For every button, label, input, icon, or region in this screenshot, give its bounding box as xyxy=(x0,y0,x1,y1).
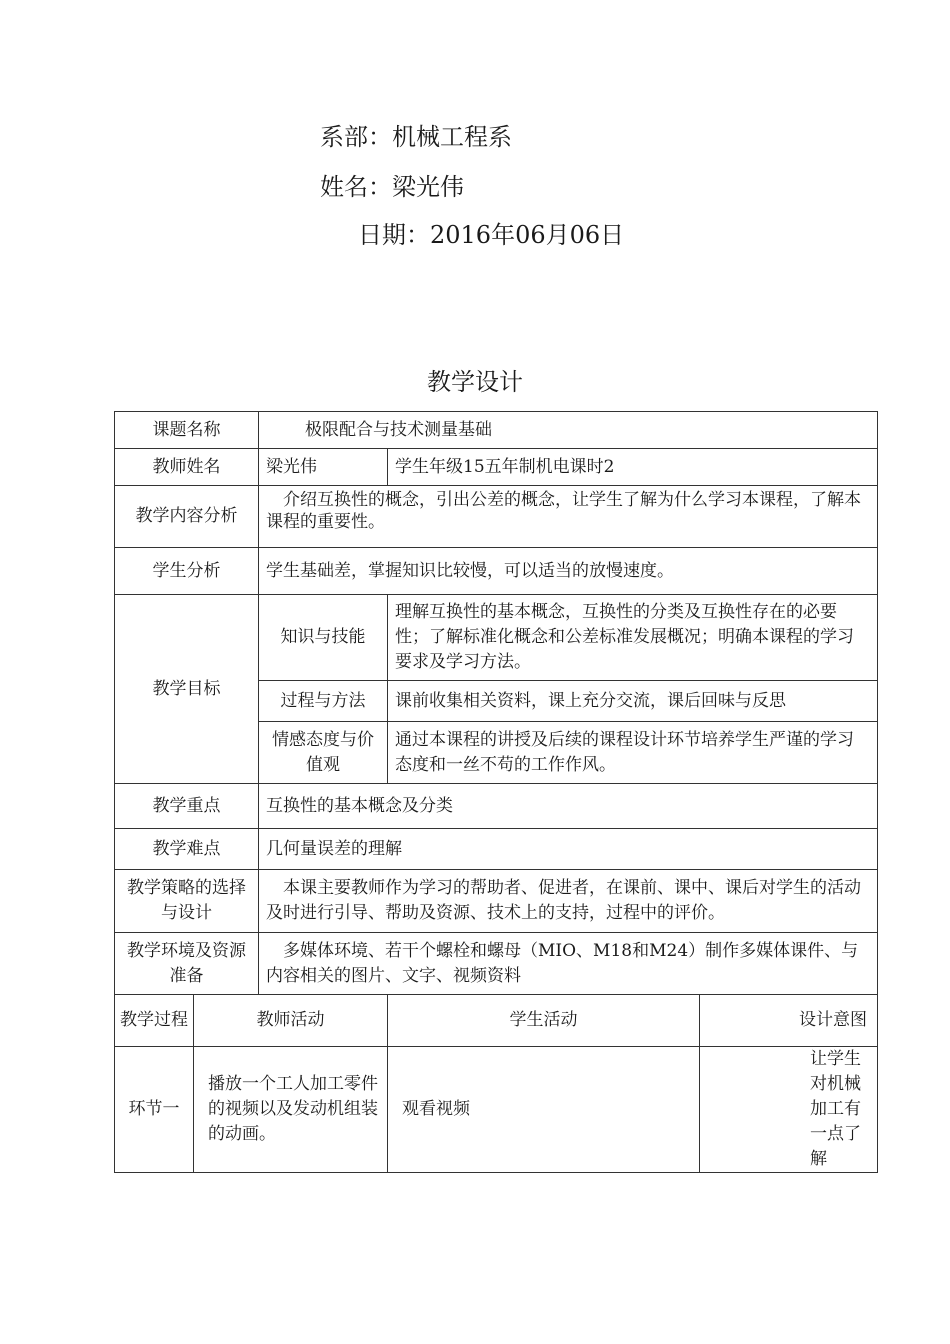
topic-value: 极限配合与技术测量基础 xyxy=(259,412,878,449)
process-header-row xyxy=(115,995,878,1047)
student-analysis-label: 学生分析 xyxy=(115,548,259,595)
objectives-label: 教学目标 xyxy=(115,595,259,784)
document-title: 教学设计 xyxy=(427,368,523,396)
process-header-intent: 设计意图 xyxy=(700,995,878,1047)
key-point-label: 教学重点 xyxy=(115,784,259,829)
process-header-student: 学生活动 xyxy=(388,995,700,1047)
process-row xyxy=(115,1047,878,1173)
process-student-activity: 观看视频 xyxy=(388,1047,700,1173)
difficulty-value: 几何量误差的理解 xyxy=(259,829,878,870)
process-header-teacher: 教师活动 xyxy=(194,995,388,1047)
teacher-row xyxy=(115,449,878,486)
grade-info: 学生年级15五年制机电课时2 xyxy=(388,449,878,486)
objective-row-knowledge xyxy=(115,595,878,681)
process-header-step: 教学过程 xyxy=(115,995,194,1047)
objective-value-knowledge: 理解互换性的基本概念，互换性的分类及互换性存在的必要性；了解标准化概念和公差标准发展概况；明确本课程的学习要求及学习方法。 xyxy=(388,595,878,681)
strategy-value: 本课主要教师作为学习的帮助者、促进者，在课前、课中、课后对学生的活动及时进行引导、帮助及资源、技术上的支持，过程中的评价。 xyxy=(259,870,878,933)
difficulty-row xyxy=(115,829,878,870)
difficulty-label: 教学难点 xyxy=(115,829,259,870)
objective-value-attitude: 通过本课程的讲授及后续的课程设计环节培养学生严谨的学习态度和一丝不苟的工作作风。 xyxy=(388,722,878,784)
content-analysis-label: 教学内容分析 xyxy=(115,486,259,548)
teacher-label: 教师姓名 xyxy=(115,449,259,486)
process-teacher-activity: 播放一个工人加工零件的视频以及发动机组装的动画。 xyxy=(194,1047,388,1173)
objective-value-process: 课前收集相关资料，课上充分交流，课后回味与反思 xyxy=(388,681,878,722)
strategy-row xyxy=(115,870,878,933)
teacher-value: 梁光伟 xyxy=(259,449,388,486)
objective-label-process: 过程与方法 xyxy=(259,681,388,722)
date-line: 日期：2016年06月06日 xyxy=(358,221,625,249)
strategy-label: 教学策略的选择与设计 xyxy=(115,870,259,933)
objective-label-knowledge: 知识与技能 xyxy=(259,595,388,681)
content-analysis-value: 介绍互换性的概念，引出公差的概念，让学生了解为什么学习本课程，了解本课程的重要性。 xyxy=(259,486,878,548)
objective-label-attitude: 情感态度与价值观 xyxy=(259,722,388,784)
process-design-intent: 让学生对机械加工有一点了解 xyxy=(700,1047,878,1173)
environment-value: 多媒体环境、若干个螺栓和螺母（MIO、M18和M24）制作多媒体课件、与内容相关的图片、文字、视频资料 xyxy=(259,933,878,995)
key-point-row xyxy=(115,784,878,829)
environment-row xyxy=(115,933,878,995)
topic-label: 课题名称 xyxy=(115,412,259,449)
lesson-plan-table xyxy=(114,411,878,1173)
student-analysis-value: 学生基础差，掌握知识比较慢，可以适当的放慢速度。 xyxy=(259,548,878,595)
content-analysis-row xyxy=(115,486,878,548)
department-line: 系部：机械工程系 xyxy=(320,123,512,151)
environment-label: 教学环境及资源准备 xyxy=(115,933,259,995)
topic-row xyxy=(115,412,878,449)
student-analysis-row xyxy=(115,548,878,595)
name-line: 姓名：梁光伟 xyxy=(320,173,464,201)
process-step: 环节一 xyxy=(115,1047,194,1173)
key-point-value: 互换性的基本概念及分类 xyxy=(259,784,878,829)
